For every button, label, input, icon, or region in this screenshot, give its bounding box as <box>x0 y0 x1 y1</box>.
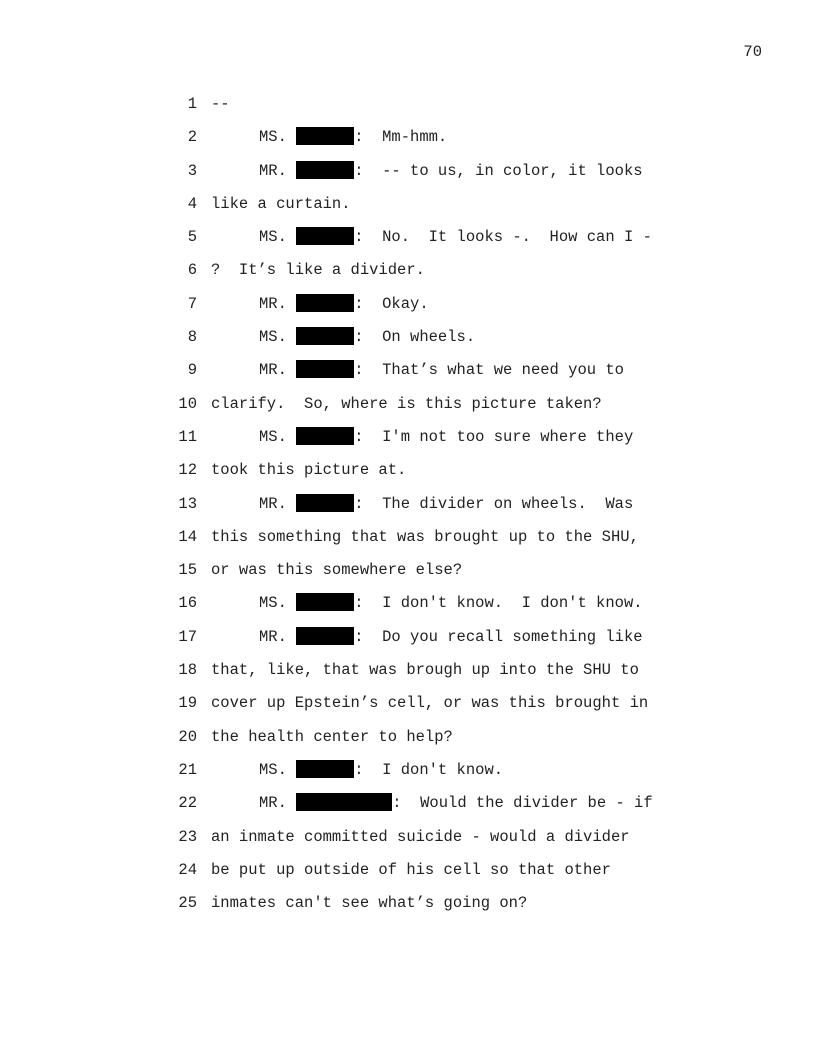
speaker-title: MR. <box>259 794 287 813</box>
statement-text: : I'm not too sure where they <box>354 427 634 446</box>
line-number: 6 <box>187 261 197 280</box>
line-text: clarify. So, where is this picture taken? <box>211 394 602 413</box>
line-number: 5 <box>187 228 197 247</box>
redaction-box <box>296 593 354 611</box>
transcript-line <box>0 756 816 789</box>
line-number: 21 <box>178 760 197 779</box>
statement-text: : No. It looks -. How can I - <box>354 228 652 247</box>
line-number: 23 <box>178 827 197 846</box>
transcript-line <box>0 356 816 389</box>
line-number: 17 <box>178 627 197 646</box>
line-text: that, like, that was brough up into the SHU to <box>211 661 639 680</box>
speaker-statement <box>259 123 447 151</box>
line-number: 25 <box>178 894 197 913</box>
redaction-box <box>296 627 354 645</box>
speaker-statement <box>259 490 633 518</box>
statement-text: : The divider on wheels. Was <box>354 494 634 513</box>
redaction-box <box>296 760 354 778</box>
line-number: 2 <box>187 128 197 147</box>
speaker-title: MS. <box>259 760 287 779</box>
redaction-box <box>296 127 354 145</box>
line-text: like a curtain. <box>211 194 351 213</box>
speaker-title: MR. <box>259 494 287 513</box>
redaction-box <box>296 294 354 312</box>
speaker-statement <box>259 623 643 651</box>
line-number: 8 <box>187 328 197 347</box>
statement-text: : On wheels. <box>354 328 476 347</box>
speaker-statement <box>259 789 653 817</box>
speaker-statement <box>259 157 643 185</box>
speaker-title: MS. <box>259 427 287 446</box>
line-text: or was this somewhere else? <box>211 561 463 580</box>
transcript-line <box>0 157 816 190</box>
transcript-line <box>0 823 816 856</box>
redaction-box <box>296 227 354 245</box>
line-number: 7 <box>187 294 197 313</box>
transcript-line <box>0 789 816 822</box>
speaker-statement <box>259 223 652 251</box>
transcript-line <box>0 490 816 523</box>
line-text: ? It’s like a divider. <box>211 261 425 280</box>
statement-text: : Would the divider be - if <box>392 794 653 813</box>
line-number: 11 <box>178 427 197 446</box>
transcript-line <box>0 889 816 922</box>
transcript-line <box>0 856 816 889</box>
transcript-line <box>0 723 816 756</box>
transcript-line <box>0 190 816 223</box>
transcript-line <box>0 589 816 622</box>
line-number: 10 <box>178 394 197 413</box>
statement-text: : Mm-hmm. <box>354 128 448 147</box>
transcript-line <box>0 656 816 689</box>
speaker-title: MS. <box>259 228 287 247</box>
line-text: took this picture at. <box>211 461 407 480</box>
transcript-line <box>0 689 816 722</box>
statement-text: : Do you recall something like <box>354 627 643 646</box>
line-text: inmates can't see what’s going on? <box>211 894 528 913</box>
speaker-title: MR. <box>259 361 287 380</box>
page-number: 70 <box>743 43 762 61</box>
transcript-line <box>0 523 816 556</box>
transcript-line <box>0 123 816 156</box>
statement-text: : -- to us, in color, it looks <box>354 161 643 180</box>
transcript-line <box>0 323 816 356</box>
line-number: 20 <box>178 727 197 746</box>
transcript-line <box>0 556 816 589</box>
speaker-title: MR. <box>259 627 287 646</box>
line-number: 22 <box>178 794 197 813</box>
statement-text: : I don't know. <box>354 760 504 779</box>
line-text: the health center to help? <box>211 727 453 746</box>
transcript-line <box>0 90 816 123</box>
line-number: 16 <box>178 594 197 613</box>
speaker-statement <box>259 356 624 384</box>
line-text: cover up Epstein’s cell, or was this brought in <box>211 694 649 713</box>
redaction-box <box>296 427 354 445</box>
transcript-line <box>0 290 816 323</box>
speaker-title: MS. <box>259 328 287 347</box>
speaker-statement <box>259 323 475 351</box>
speaker-title: MR. <box>259 161 287 180</box>
line-number: 24 <box>178 860 197 879</box>
redaction-box <box>296 161 354 179</box>
statement-text: : Okay. <box>354 294 429 313</box>
transcript-line <box>0 623 816 656</box>
speaker-statement <box>259 756 503 784</box>
line-text: -- <box>211 95 230 113</box>
speaker-title: MS. <box>259 128 287 147</box>
line-text: an inmate committed suicide - would a divider <box>211 827 630 846</box>
speaker-title: MR. <box>259 294 287 313</box>
line-number: 14 <box>178 527 197 546</box>
transcript-line <box>0 256 816 289</box>
line-number: 3 <box>187 161 197 180</box>
line-number: 9 <box>187 361 197 380</box>
speaker-statement <box>259 290 429 318</box>
line-text: be put up outside of his cell so that other <box>211 860 611 879</box>
redaction-box <box>296 494 354 512</box>
transcript-line <box>0 423 816 456</box>
line-number: 13 <box>178 494 197 513</box>
line-number: 19 <box>178 694 197 713</box>
redaction-box <box>296 793 392 811</box>
statement-text: : I don't know. I don't know. <box>354 594 643 613</box>
line-number: 4 <box>187 194 197 213</box>
transcript-line <box>0 223 816 256</box>
transcript-line <box>0 390 816 423</box>
line-number: 15 <box>178 561 197 580</box>
line-number: 12 <box>178 461 197 480</box>
line-number: 18 <box>178 661 197 680</box>
line-number: 1 <box>187 95 197 113</box>
redaction-box <box>296 327 354 345</box>
speaker-title: MS. <box>259 594 287 613</box>
speaker-statement <box>259 589 643 617</box>
redaction-box <box>296 360 354 378</box>
transcript-line <box>0 456 816 489</box>
statement-text: : That’s what we need you to <box>354 361 624 380</box>
line-text: this something that was brought up to the SHU, <box>211 527 639 546</box>
transcript-body <box>0 90 816 922</box>
speaker-statement <box>259 423 633 451</box>
